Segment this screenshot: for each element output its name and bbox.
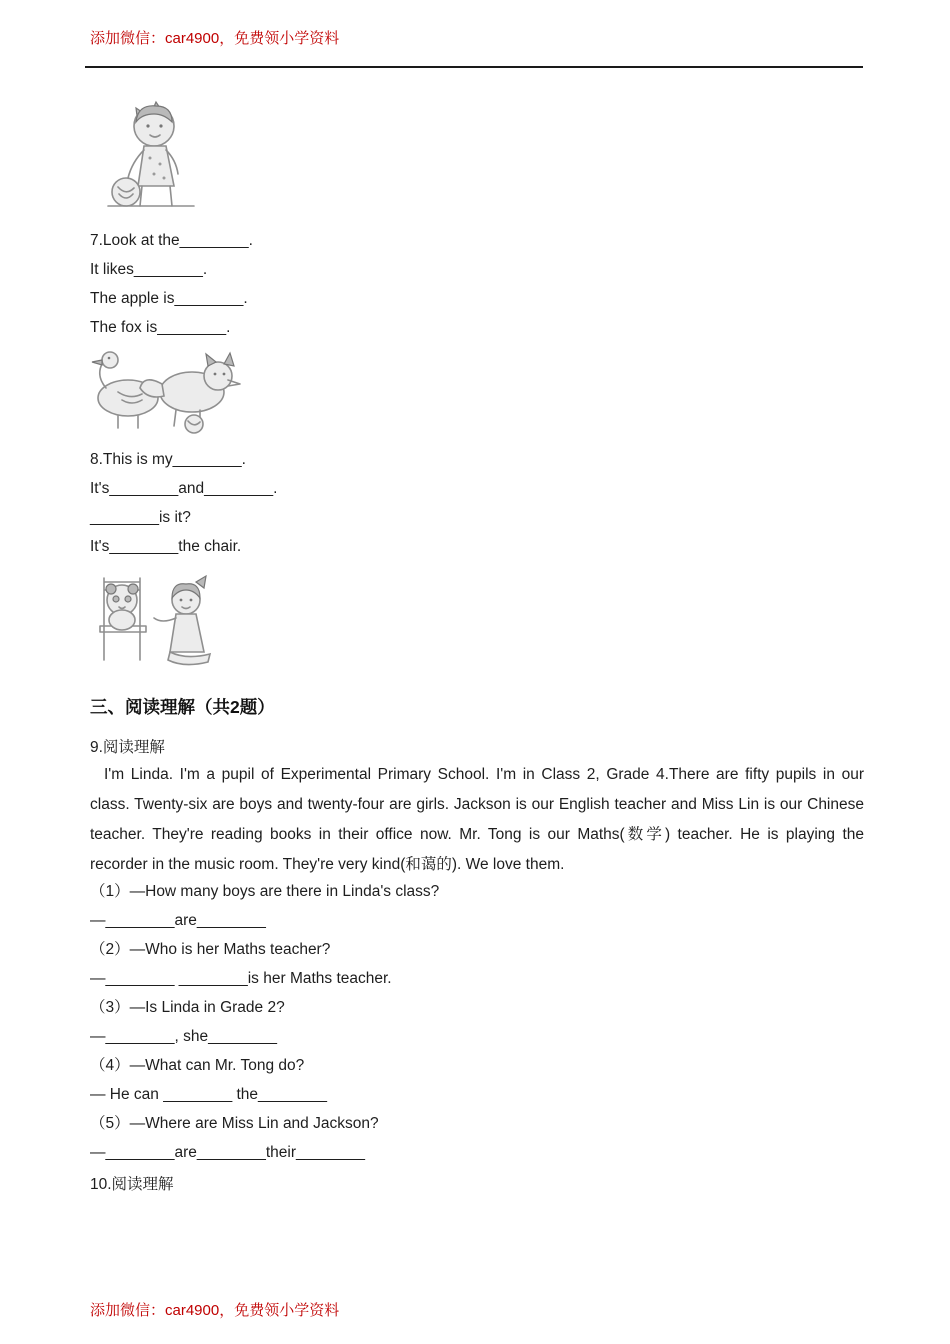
illustration-panda-chair-girl-image — [88, 560, 228, 670]
q9-question-4: （4）—What can Mr. Tong do? — [90, 1057, 305, 1074]
header-promo-note: 添加微信：car4900，免费领小学资料 — [90, 30, 340, 47]
q9-question-3: （3）—Is Linda in Grade 2? — [90, 999, 285, 1016]
q7-line-3: The apple is________. — [90, 290, 248, 307]
q9-question-5: （5）—Where are Miss Lin and Jackson? — [90, 1115, 379, 1132]
q9-reading-passage: I'm Linda. I'm a pupil of Experimental Primary School. I'm in Class 2, Grade 4.There are fifty pupils in our class. Twenty-six are boys and twenty-four are girls. Jackson is our English teacher and Miss Lin is our Chinese teacher. They're reading books in their office now. Mr. Tong is our Maths(数学) teacher. He is playing the recorder in the music room. They're very kind(和蔼的). We love them. — [90, 766, 864, 873]
q8-line-2: It's________and________. — [90, 480, 278, 497]
q9-question-1: （1）—How many boys are there in Linda's class? — [90, 883, 440, 900]
illustration-fox-and-goose-image — [88, 336, 244, 434]
q10-label: 10.阅读理解 — [90, 1176, 174, 1193]
footer-promo-note: 添加微信：car4900，免费领小学资料 — [90, 1302, 340, 1319]
q7-line-4: The fox is________. — [90, 319, 231, 336]
section3-heading: 三、阅读理解（共2题） — [90, 697, 275, 717]
illustration-girl-with-apple-image — [98, 92, 200, 212]
q8-line-4: It's________the chair. — [90, 538, 242, 555]
q8-line-1: 8.This is my________. — [90, 451, 246, 468]
q8-line-3: ________is it? — [90, 509, 191, 526]
q9-answer-3: —________, she________ — [90, 1028, 278, 1045]
q9-label: 9.阅读理解 — [90, 739, 165, 756]
q9-question-2: （2）—Who is her Maths teacher? — [90, 941, 331, 958]
q9-answer-5: —________are________their________ — [90, 1144, 365, 1161]
q7-line-2: It likes________. — [90, 261, 208, 278]
q9-answer-4: — He can ________ the________ — [90, 1086, 328, 1103]
q9-answer-2: —________ ________is her Maths teacher. — [90, 970, 392, 987]
q9-answer-1: —________are________ — [90, 912, 266, 929]
q7-line-1: 7.Look at the________. — [90, 232, 253, 249]
header-divider — [85, 66, 863, 68]
